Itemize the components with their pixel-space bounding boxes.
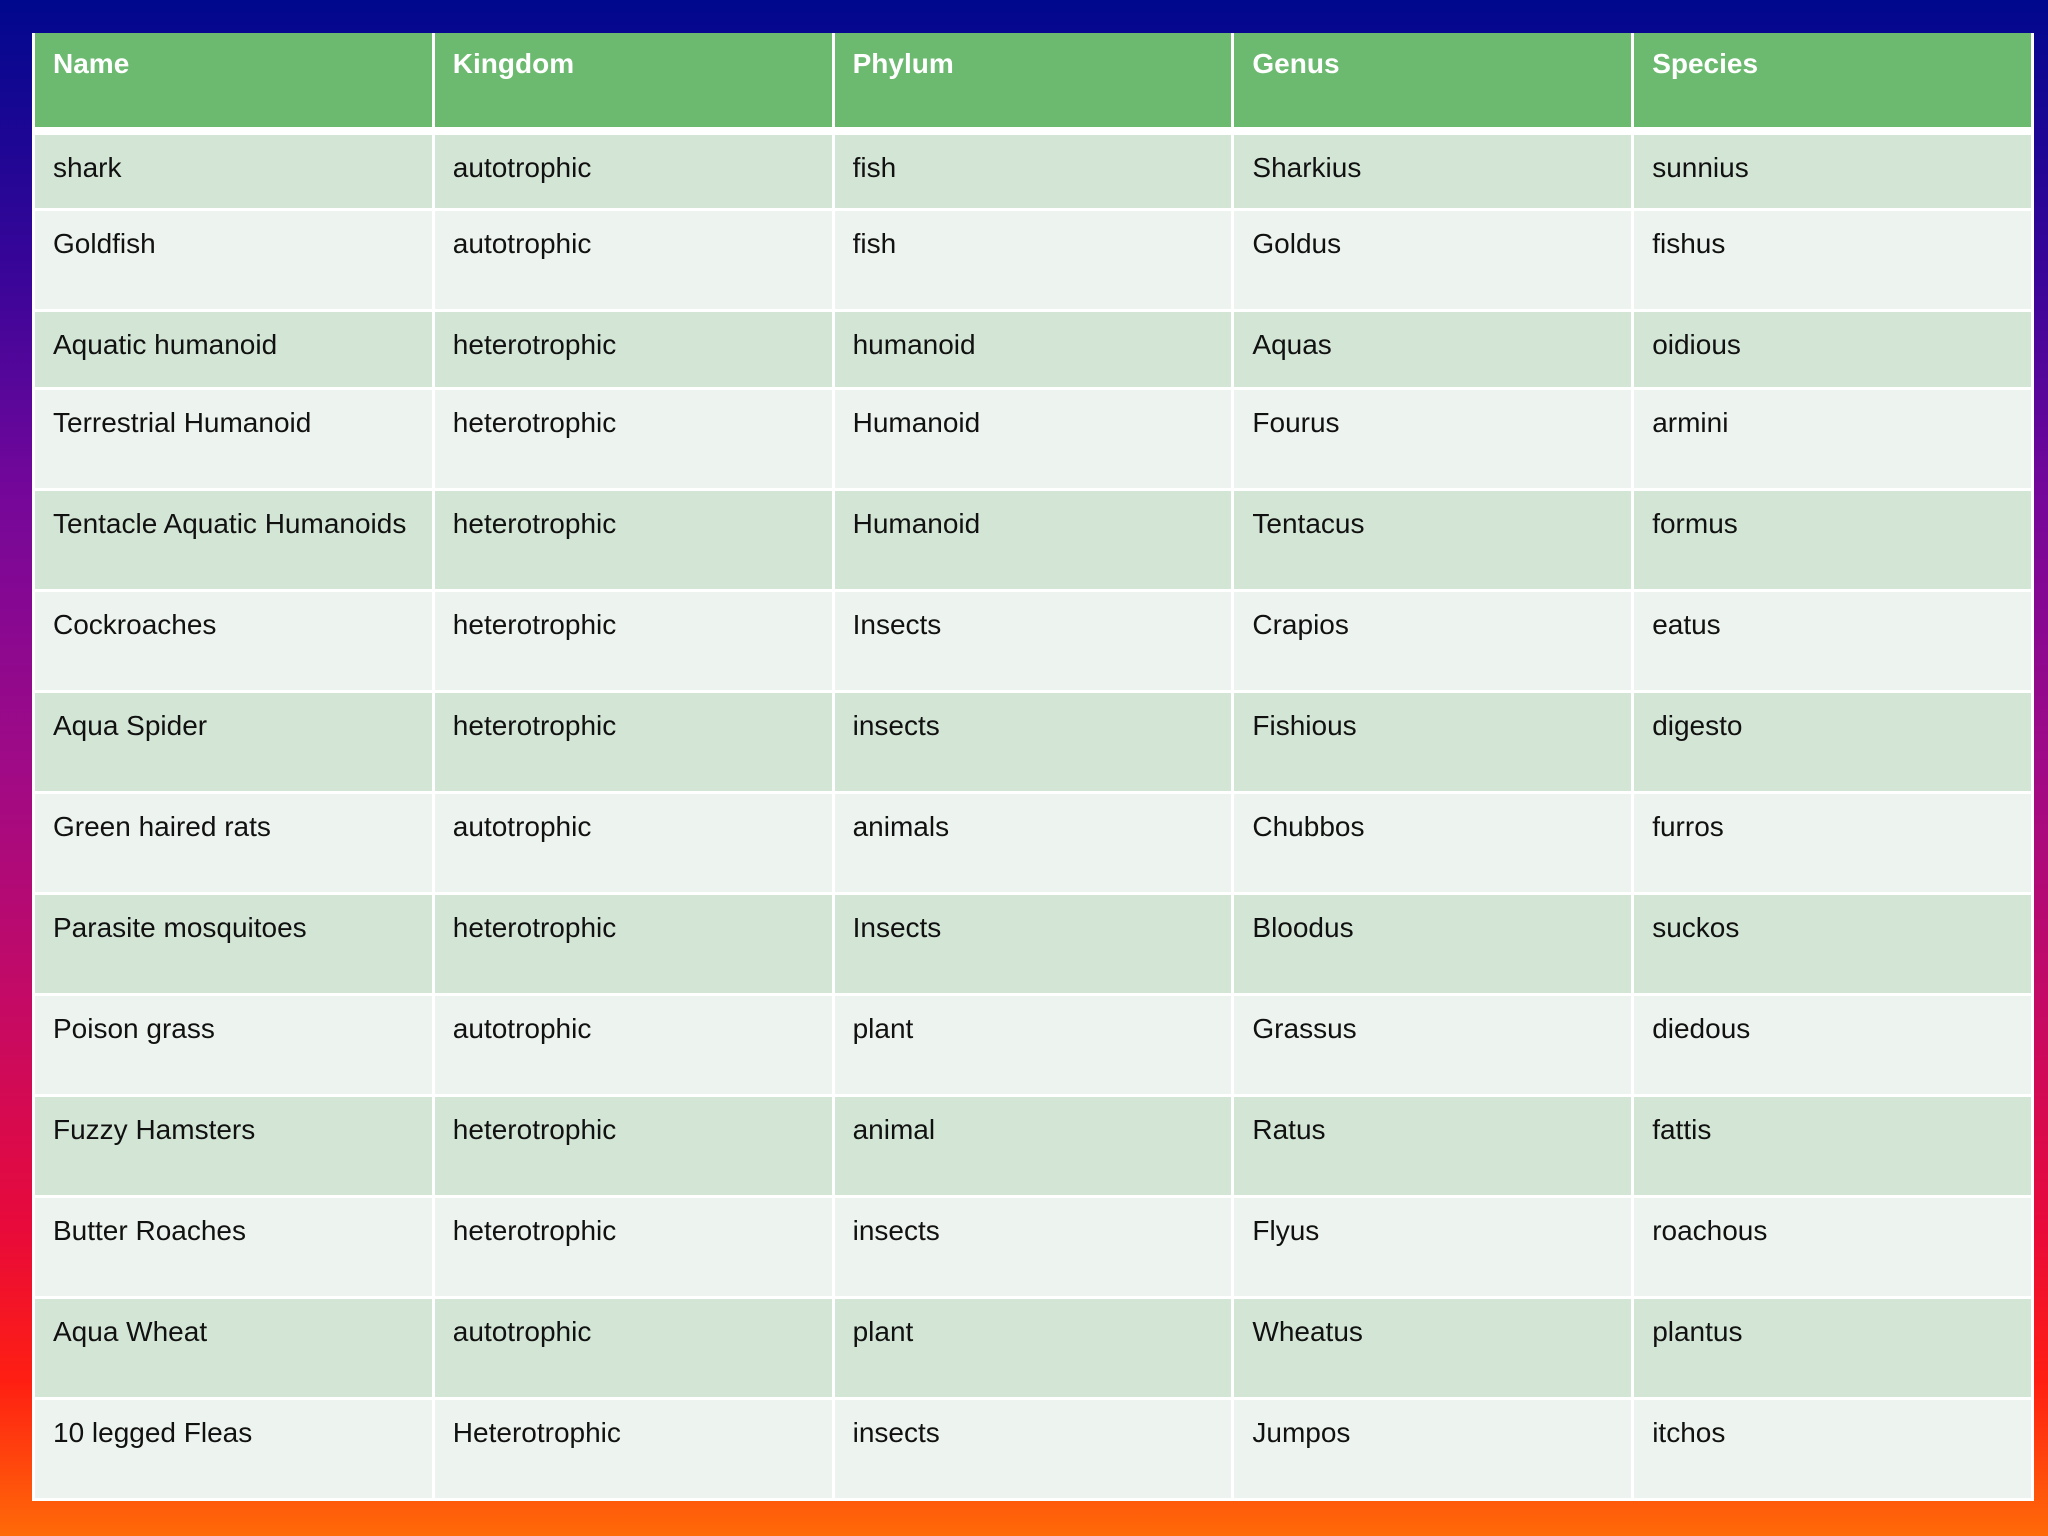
cell-phylum: humanoid xyxy=(833,310,1233,388)
cell-kingdom: heterotrophic xyxy=(433,590,833,691)
cell-species: formus xyxy=(1633,489,2033,590)
table-body xyxy=(34,131,2033,1499)
cell-genus: Bloodus xyxy=(1233,893,1633,994)
column-header-phylum: Phylum xyxy=(833,33,1233,131)
cell-phylum: insects xyxy=(833,691,1233,792)
table-row xyxy=(34,1398,2033,1499)
cell-phylum: Humanoid xyxy=(833,388,1233,489)
cell-kingdom: heterotrophic xyxy=(433,1196,833,1297)
cell-species: armini xyxy=(1633,388,2033,489)
table-row xyxy=(34,131,2033,209)
cell-species: digesto xyxy=(1633,691,2033,792)
cell-name: Parasite mosquitoes xyxy=(34,893,434,994)
cell-name: shark xyxy=(34,131,434,209)
cell-phylum: Humanoid xyxy=(833,489,1233,590)
cell-phylum: insects xyxy=(833,1196,1233,1297)
cell-name: Tentacle Aquatic Humanoids xyxy=(34,489,434,590)
cell-species: sunnius xyxy=(1633,131,2033,209)
header-row xyxy=(34,33,2033,131)
cell-species: eatus xyxy=(1633,590,2033,691)
cell-phylum: plant xyxy=(833,994,1233,1095)
column-header-kingdom: Kingdom xyxy=(433,33,833,131)
table-row xyxy=(34,310,2033,388)
cell-phylum: fish xyxy=(833,131,1233,209)
cell-name: Cockroaches xyxy=(34,590,434,691)
table-row xyxy=(34,994,2033,1095)
cell-phylum: fish xyxy=(833,209,1233,310)
table-row xyxy=(34,1095,2033,1196)
cell-name: Aqua Spider xyxy=(34,691,434,792)
column-header-species: Species xyxy=(1633,33,2033,131)
cell-genus: Jumpos xyxy=(1233,1398,1633,1499)
column-header-genus: Genus xyxy=(1233,33,1633,131)
cell-name: 10 legged Fleas xyxy=(34,1398,434,1499)
cell-kingdom: heterotrophic xyxy=(433,691,833,792)
table-row xyxy=(34,893,2033,994)
cell-phylum: Insects xyxy=(833,893,1233,994)
table-row xyxy=(34,209,2033,310)
cell-phylum: Insects xyxy=(833,590,1233,691)
cell-name: Terrestrial Humanoid xyxy=(34,388,434,489)
cell-name: Fuzzy Hamsters xyxy=(34,1095,434,1196)
cell-kingdom: heterotrophic xyxy=(433,310,833,388)
table-header xyxy=(34,33,2033,131)
cell-kingdom: autotrophic xyxy=(433,792,833,893)
cell-kingdom: Heterotrophic xyxy=(433,1398,833,1499)
cell-phylum: insects xyxy=(833,1398,1233,1499)
cell-genus: Fishious xyxy=(1233,691,1633,792)
cell-genus: Aquas xyxy=(1233,310,1633,388)
organism-classification-table xyxy=(32,33,2034,1501)
table-row xyxy=(34,691,2033,792)
cell-species: furros xyxy=(1633,792,2033,893)
cell-name: Green haired rats xyxy=(34,792,434,893)
cell-kingdom: heterotrophic xyxy=(433,388,833,489)
table-row xyxy=(34,1196,2033,1297)
cell-genus: Grassus xyxy=(1233,994,1633,1095)
cell-genus: Fourus xyxy=(1233,388,1633,489)
cell-name: Aqua Wheat xyxy=(34,1297,434,1398)
cell-species: diedous xyxy=(1633,994,2033,1095)
cell-genus: Chubbos xyxy=(1233,792,1633,893)
cell-kingdom: autotrophic xyxy=(433,209,833,310)
cell-phylum: animal xyxy=(833,1095,1233,1196)
cell-genus: Sharkius xyxy=(1233,131,1633,209)
cell-genus: Flyus xyxy=(1233,1196,1633,1297)
table-row xyxy=(34,388,2033,489)
cell-name: Poison grass xyxy=(34,994,434,1095)
cell-kingdom: heterotrophic xyxy=(433,1095,833,1196)
cell-name: Butter Roaches xyxy=(34,1196,434,1297)
organism-table-container xyxy=(32,33,2031,1500)
table-row xyxy=(34,792,2033,893)
cell-species: fishus xyxy=(1633,209,2033,310)
table-row xyxy=(34,590,2033,691)
cell-phylum: animals xyxy=(833,792,1233,893)
cell-kingdom: autotrophic xyxy=(433,994,833,1095)
cell-kingdom: heterotrophic xyxy=(433,489,833,590)
table-row xyxy=(34,1297,2033,1398)
cell-kingdom: autotrophic xyxy=(433,131,833,209)
cell-genus: Tentacus xyxy=(1233,489,1633,590)
cell-phylum: plant xyxy=(833,1297,1233,1398)
cell-species: oidious xyxy=(1633,310,2033,388)
cell-kingdom: heterotrophic xyxy=(433,893,833,994)
cell-name: Goldfish xyxy=(34,209,434,310)
cell-species: suckos xyxy=(1633,893,2033,994)
cell-species: plantus xyxy=(1633,1297,2033,1398)
cell-species: fattis xyxy=(1633,1095,2033,1196)
cell-species: itchos xyxy=(1633,1398,2033,1499)
cell-kingdom: autotrophic xyxy=(433,1297,833,1398)
table-row xyxy=(34,489,2033,590)
column-header-name: Name xyxy=(34,33,434,131)
cell-genus: Crapios xyxy=(1233,590,1633,691)
cell-genus: Ratus xyxy=(1233,1095,1633,1196)
cell-name: Aquatic humanoid xyxy=(34,310,434,388)
cell-genus: Wheatus xyxy=(1233,1297,1633,1398)
cell-species: roachous xyxy=(1633,1196,2033,1297)
cell-genus: Goldus xyxy=(1233,209,1633,310)
